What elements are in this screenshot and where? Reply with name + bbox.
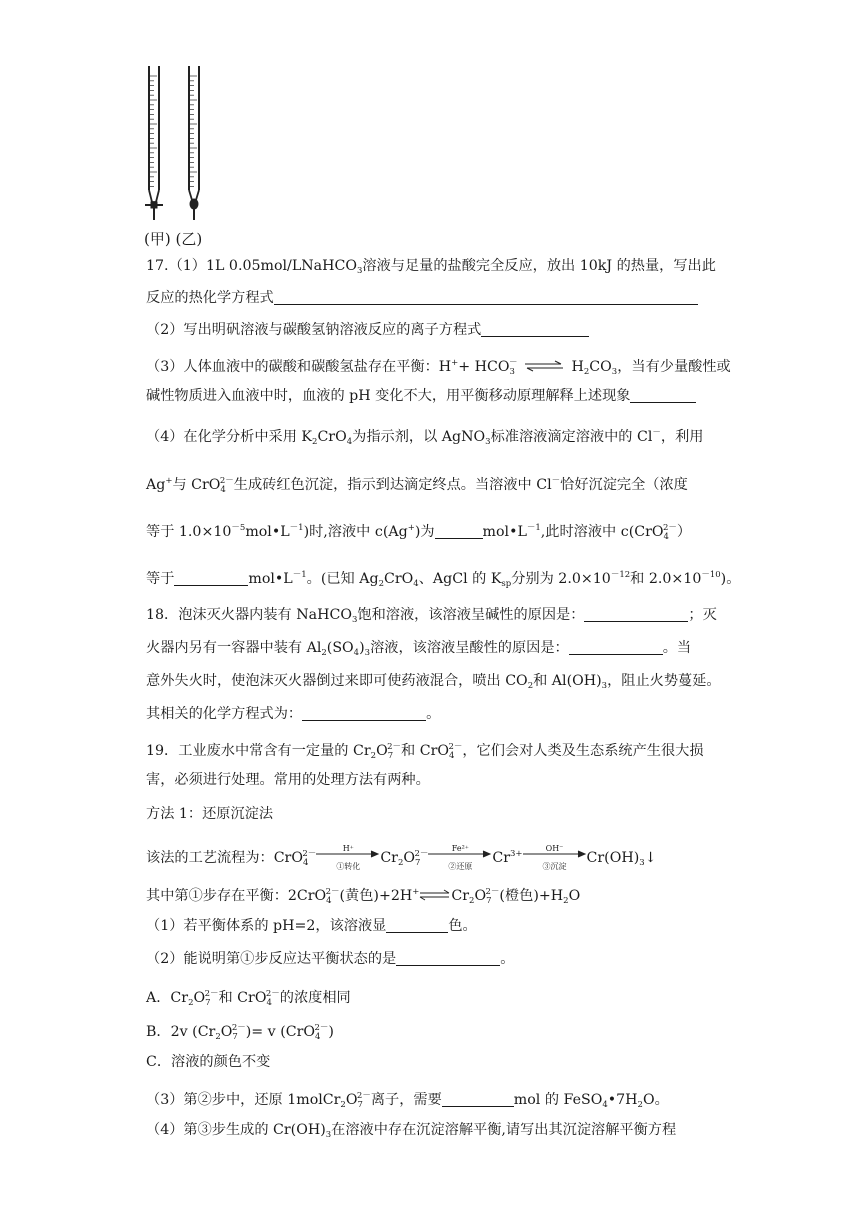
q17-line-7: Ag+与 CrO$_4^{2-}$生成砖红色沉淀，指示到达滴定终点。当溶液中 Cl－恰好沉淀完全（浓度 [146, 476, 688, 495]
q19-equilibrium-line: 其中第①步存在平衡：2CrO$_4^{2-}$(黄色)+2H+ $Cr_2O_7^{2-}$(橙色)$+H_2O$ [146, 887, 581, 906]
q17-line-3: （2）写出明矾溶液与碳酸氢钠溶液反应的离子方程式 [146, 321, 589, 339]
option-b: B．2v $(Cr_2O_7^{2-})= v$ (CrO$_4^{2-}$) [146, 1023, 334, 1042]
answer-blank[interactable] [584, 607, 688, 622]
q19-part-1: （1）若平衡体系的 pH=2，该溶液显 色。 [146, 918, 477, 934]
process-arrow-1: H⁺ ①转化 [316, 846, 380, 864]
option-c: C．溶液的颜色不变 [146, 1054, 271, 1070]
process-arrow-2: Fe²⁺ ②还原 [428, 846, 492, 864]
arrow-right-icon [523, 850, 587, 858]
q17-line-2: 反应的热化学方程式 [146, 289, 698, 307]
q19-part-2: （2）能说明第①步反应达平衡状态的是 。 [146, 951, 515, 967]
q19-flow-line: 该法的工艺流程为：CrO$_4^{2-}$ H⁺ ①转化 $Cr_2O_7^{2-}$ Fe²⁺ ②还原 $Cr^{3+}$ OH⁻ ③沉淀 $Cr(OH)_3↓$ [146, 844, 657, 871]
arrow-right-icon [428, 850, 492, 858]
answer-blank[interactable] [481, 322, 589, 337]
answer-blank[interactable] [302, 706, 426, 721]
q19-line-1: 19．工业废水中常含有一定量的 $Cr_2O_7^{2-}$和 CrO$_4^{2-}$，它们会对人类及生态系统产生很大损 [146, 742, 704, 761]
q18-line-1: 18．泡沫灭火器内装有 NaHCO$_3$饱和溶液，该溶液呈碱性的原因是： ；灭 [146, 607, 717, 625]
option-a: A．$Cr_2O_7^{2-}$和 CrO$_4^{2-}$的浓度相同 [146, 989, 351, 1008]
answer-blank[interactable] [274, 290, 698, 305]
answer-blank[interactable] [386, 918, 448, 933]
q17-line-9: 等于 $mol•L^{-1}$。(已知 $Ag_2CrO_4$、AgCl 的 $K_{sp}$分别为 $2.0\times 10^{-12}$和 $2.0\times 10^{-10}$)。 [146, 570, 741, 589]
q19-part-4: （4）第③步生成的 $Cr(OH)_3$在溶液中存在沉淀溶解平衡,请写出其沉淀溶解平衡方程 [146, 1122, 677, 1140]
answer-blank[interactable] [630, 388, 696, 403]
equilibrium-arrow-icon [523, 360, 565, 372]
q17-line-8: 等于 $1.0\times 10^{-5}mol•L^{-1}$)时,溶液中 c(Ag+)为 $mol•L^{-1}$,此时溶液中 c(CrO$_4^{2-}$） [146, 523, 692, 542]
equilibrium-arrow-icon [419, 889, 451, 901]
figure-label: (甲) (乙) [144, 230, 203, 248]
q18-line-4: 其相关的化学方程式为： 。 [146, 706, 441, 722]
q17-line-6: （4）在化学分析中采用 $K_2CrO_4$为指示剂，以 AgNO$_3$标准溶液滴定溶液中的 Cl－，利用 [146, 428, 704, 447]
process-arrow-3: OH⁻ ③沉淀 [523, 846, 587, 864]
q18-line-3: 意外失火时，使泡沫灭火器倒过来即可使药液混合，喷出 $CO_2$和 $Al(OH)_3$，阻止火势蔓延。 [146, 673, 721, 691]
q18-line-2: 火器内另有一容器中装有 $Al_2(SO_4)_3$溶液，该溶液呈酸性的原因是： 。当 [146, 640, 692, 658]
answer-blank[interactable] [435, 524, 483, 539]
q17-line-5: 碱性物质进入血液中时，血液的 pH 变化不大，用平衡移动原理解释上述现象 [146, 387, 696, 405]
arrow-right-icon [316, 850, 380, 858]
answer-blank[interactable] [396, 951, 500, 966]
q19-part-3: （3）第②步中，还原 $1molCr_2O_7^{2-}$离子，需要 mol 的 $FeSO_4•7H_2O$。 [146, 1091, 669, 1110]
answer-blank[interactable] [569, 640, 663, 655]
answer-blank[interactable] [174, 571, 248, 586]
q19-line-3: 方法 1：还原沉淀法 [146, 806, 274, 822]
q17-line-1: 17.（1）1L 0.05mol/LNaHCO$_3$溶液与足量的盐酸完全反应，放出 10kJ 的热量，写出此 [146, 258, 716, 276]
burette-figure [140, 62, 220, 232]
answer-blank[interactable] [442, 1092, 514, 1107]
q19-line-2: 害，必须进行处理。常用的处理方法有两种。 [146, 772, 430, 788]
q17-line-4: （3）人体血液中的碳酸和碳酸氢盐存在平衡：$H^++ HCO_3^-$ $H_2CO_3$，当有少量酸性或 [146, 358, 731, 377]
